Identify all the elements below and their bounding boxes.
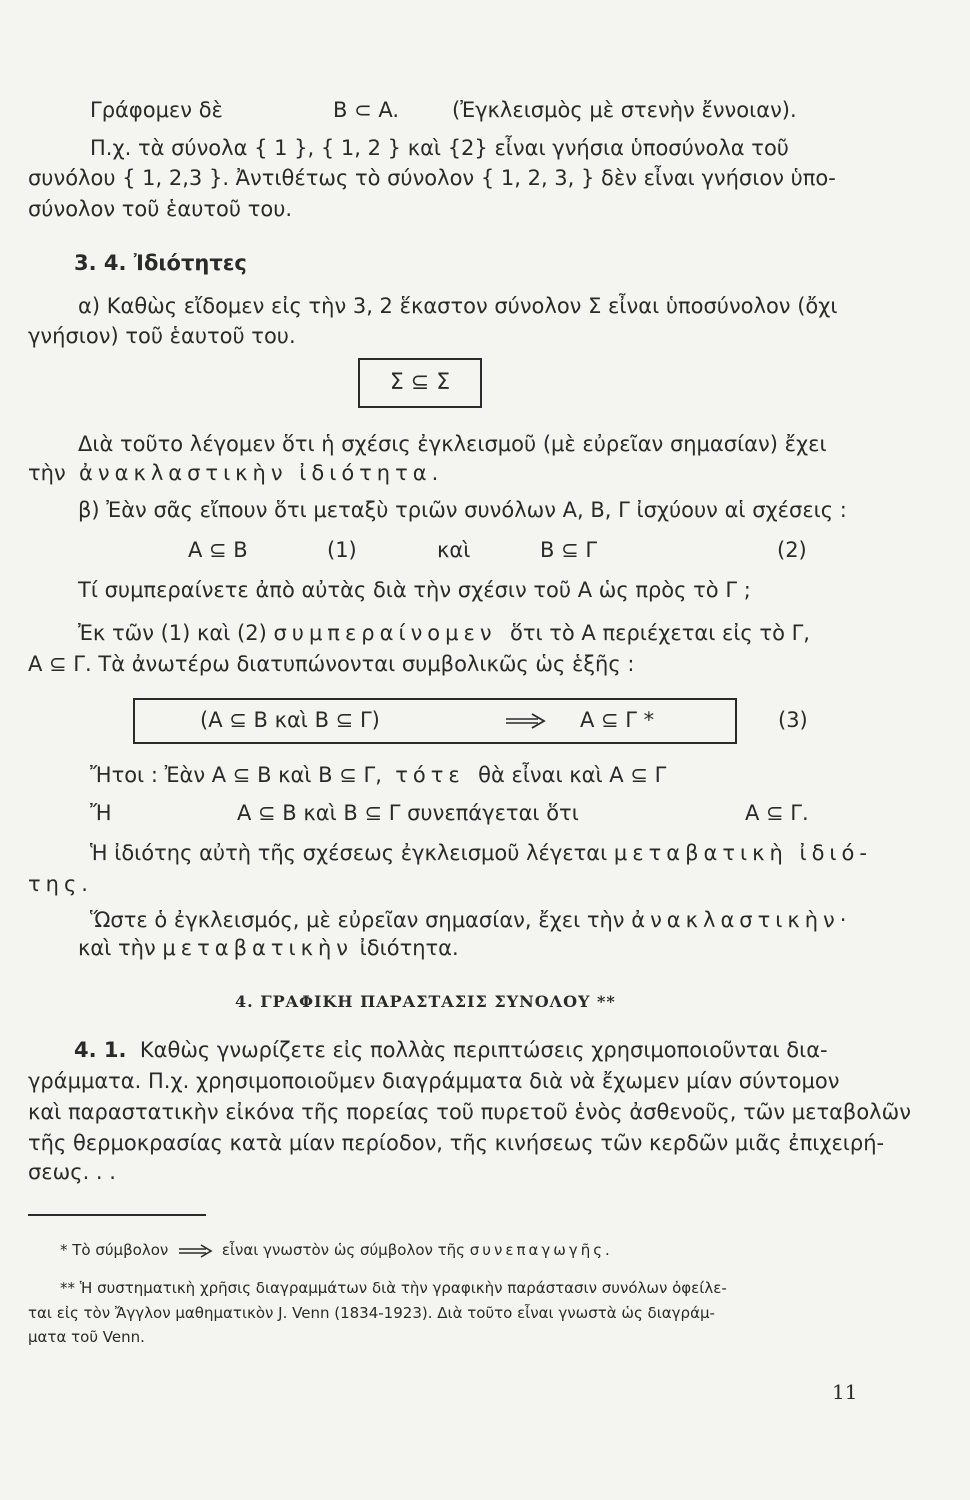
boxed-formula: Σ ⊆ Σ: [358, 358, 482, 408]
text-line: σύνολον τοῦ ἑαυτοῦ του.: [28, 197, 293, 221]
formula: B ⊂ A.: [333, 98, 400, 122]
text-line: Ἤ: [90, 801, 112, 825]
text-line: A ⊆ Γ. Τὰ ἀνωτέρω διατυπώνονται συμβολικῶς ὡς ἑξῆς :: [28, 652, 635, 676]
footnote-2-cont: ται εἰς τὸν Ἄγγλον μαθηματικὸν J. Venn (1834-1923). Διὰ τοῦτο εἶναι γνωστὰ ὡς διαγράμ-: [28, 1304, 715, 1322]
text-line: γράμματα. Π.χ. χρησιμοποιοῦμεν διαγράμματα διὰ νὰ ἔχωμεν μίαν σύντομον: [28, 1069, 840, 1093]
text-line: Τί συμπεραίνετε ἀπὸ αὐτὰς διὰ τὴν σχέσιν τοῦ A ὡς πρὸς τὸ Γ ;: [78, 578, 751, 602]
text-line: Ἡ ἰδιότης αὐτὴ τῆς σχέσεως ἐγκλεισμοῦ λέγεται μεταβατικὴ ἰδιό-: [90, 841, 872, 865]
implication-conclusion: A ⊆ Γ *: [580, 708, 655, 732]
text-line: β) Ἐὰν σᾶς εἴπουν ὅτι μεταξὺ τριῶν συνόλων A, B, Γ ἰσχύουν αἱ σχέσεις :: [78, 498, 847, 522]
footnote-2: ** Ἡ συστηματικὴ χρῆσις διαγραμμάτων διὰ τὴν γραφικὴν παράστασιν συνόλων ὀφείλε-: [60, 1279, 727, 1297]
implication-premise: (A ⊆ B καὶ B ⊆ Γ): [200, 708, 380, 732]
relation-1: A ⊆ B: [188, 538, 248, 562]
text-line: α) Καθὼς εἴδομεν εἰς τὴν 3, 2 ἕκαστον σύνολον Σ εἶναι ὑποσύνολον (ὄχι: [78, 294, 838, 318]
text-line: τὴν ἀνακλαστικὴν ἰδιότητα.: [28, 461, 444, 485]
footnote-2-cont: ματα τοῦ Venn.: [28, 1328, 145, 1346]
implication-arrow-icon: [500, 707, 550, 733]
footnote-1: * Τὸ σύμβολον εἶναι γνωστὸν ὡς σύμβολον τῆς συνεπαγωγῆς.: [60, 1241, 613, 1259]
text-line: καὶ παραστατικὴν εἰκόνα τῆς πορείας τοῦ πυρετοῦ ἑνὸς ἀσθενοῦς, τῶν μεταβολῶν: [28, 1100, 911, 1124]
text-line: καὶ τὴν μεταβατικὴν ἰδιότητα.: [78, 936, 459, 960]
relation-2-number: (2): [777, 538, 807, 562]
text-line: Ἤτοι : Ἐὰν A ⊆ B καὶ B ⊆ Γ, τότε θὰ εἶναι καὶ A ⊆ Γ: [90, 763, 667, 787]
text-line: 4. 1. Καθὼς γνωρίζετε εἰς πολλὰς περιπτώσεις χρησιμοποιοῦνται δια-: [74, 1038, 828, 1062]
text-line: Ὥστε ὁ ἐγκλεισμός, μὲ εὐρεῖαν σημασίαν, ἔχει τὴν ἀνακλαστικὴν·: [90, 908, 852, 932]
text-line: σεως. . .: [28, 1160, 116, 1184]
section-title: 4. ΓΡΑΦΙΚΗ ΠΑΡΑΣΤΑΣΙΣ ΣΥΝΟΛΟΥ **: [235, 992, 616, 1011]
text-line: συνόλου { 1, 2,3 }. Ἀντιθέτως τὸ σύνολον { 1, 2, 3, } δὲν εἶναι γνήσιον ὑπο-: [28, 166, 836, 190]
text-line: της.: [28, 872, 93, 896]
text-line: A ⊆ B καὶ B ⊆ Γ συνεπάγεται ὅτι: [237, 801, 579, 825]
section-heading: 3. 4. Ἰδιότητες: [74, 251, 247, 275]
text-line: (Ἐγκλεισμὸς μὲ στενὴν ἔννοιαν).: [452, 98, 797, 122]
page-number: 11: [832, 1380, 858, 1404]
text: καὶ: [437, 538, 471, 562]
formula: A ⊆ Γ.: [745, 801, 809, 825]
text-line: γνήσιον) τοῦ ἑαυτοῦ του.: [28, 324, 296, 348]
text-line: τῆς θερμοκρασίας κατὰ μίαν περίοδον, τῆς κινήσεως τῶν κερδῶν μιᾶς ἐπιχειρή-: [28, 1131, 885, 1155]
implication-arrow-icon: [177, 1244, 213, 1258]
text-line: Γράφομεν δὲ: [90, 98, 223, 122]
relation-2: B ⊆ Γ: [540, 538, 598, 562]
text-line: Ἐκ τῶν (1) καὶ (2) συμπεραίνομεν ὅτι τὸ A περιέχεται εἰς τὸ Γ,: [78, 621, 810, 645]
text-line: Διὰ τοῦτο λέγομεν ὅτι ἡ σχέσις ἐγκλεισμοῦ (μὲ εὐρεῖαν σημασίαν) ἔχει: [78, 432, 827, 456]
footnote-divider: [28, 1214, 206, 1216]
formula-number: (3): [778, 708, 808, 732]
text-line: Π.χ. τὰ σύνολα { 1 }, { 1, 2 } καὶ {2} εἶναι γνήσια ὑποσύνολα τοῦ: [90, 136, 789, 160]
relation-1-number: (1): [327, 538, 357, 562]
